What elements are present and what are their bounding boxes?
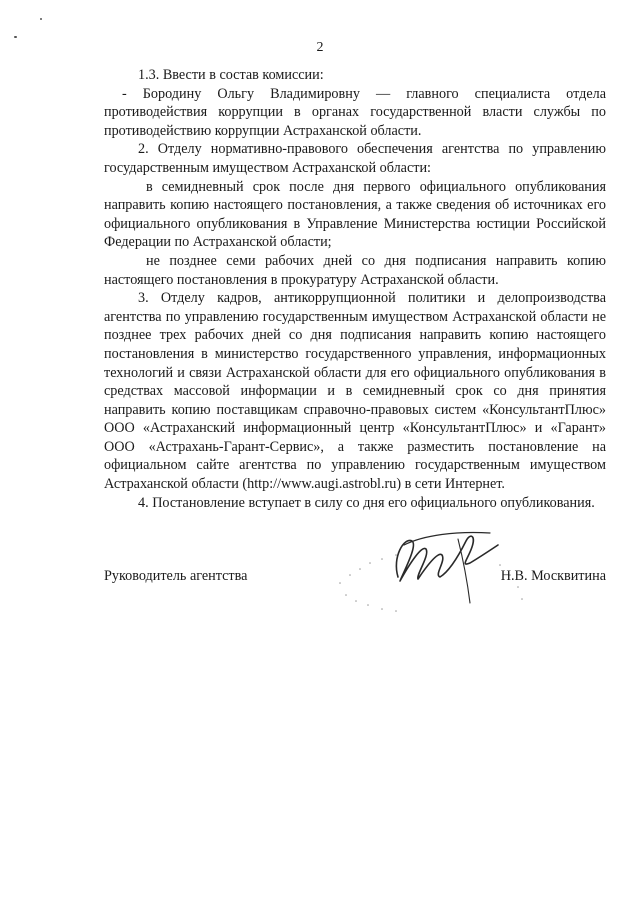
- paragraph-3: 3. Отделу кадров, антикоррупционной политики и делопроизводства агентства по управлению государственным имуществом Астраханской области не позднее трех рабочих дней со дня подписания направить копию настоящего постановления в министерство государственного управления, информационных технологий и связи Астраханской области для его официального опубликования в средствах массовой информации и в семидневный срок со дня принятия направить копию поставщикам справочно-правовых систем «КонсультантПлюс» ООО «Астраханский информационный центр «КонсультантПлюс» и «Гарант» ООО «Астрахань-Гарант-Сервис», а также разместить постановление на официальном сайте агентства по управлению государственным имуществом Астраханской области (http://www.augi.astrobl.ru) в сети Интернет.: [104, 290, 606, 493]
- paragraph-1-3: 1.3. Ввести в состав комиссии:: [138, 67, 324, 83]
- paragraph-2: 2. Отделу нормативно-правового обеспечения агентства по управлению государственным имуществом Астраханской области:: [104, 141, 606, 176]
- signer-name: Н.В. Москвитина: [500, 568, 606, 584]
- position-title: Руководитель агентства: [104, 568, 248, 584]
- page-number: 2: [316, 40, 324, 55]
- paragraph-commission-member: - Бородину Ольгу Владимировну — главного специалиста отдела противодействия коррупции в органах государственной власти службы по противодействию коррупции Астраханской области.: [104, 85, 606, 139]
- signature-block: [104, 568, 606, 598]
- paragraph-4: 4. Постановление вступает в силу со дня его официального опубликования.: [138, 494, 595, 511]
- scan-speck: [14, 36, 17, 38]
- paragraph-2-item-2: не позднее семи рабочих дней со дня подписания направить копию настоящего постановления в прокуратуру Астраханской области.: [104, 252, 606, 288]
- document-body: [104, 66, 606, 512]
- handwritten-signature: [300, 505, 560, 615]
- scan-speck: [40, 18, 42, 20]
- paragraph-2-item-1: в семидневный срок после дня первого официального опубликования направить копию настоящего постановления, а также сведения об источниках его официального опубликования в Управление Министерства юстиции Российской Федерации по Астраханской области;: [104, 178, 606, 251]
